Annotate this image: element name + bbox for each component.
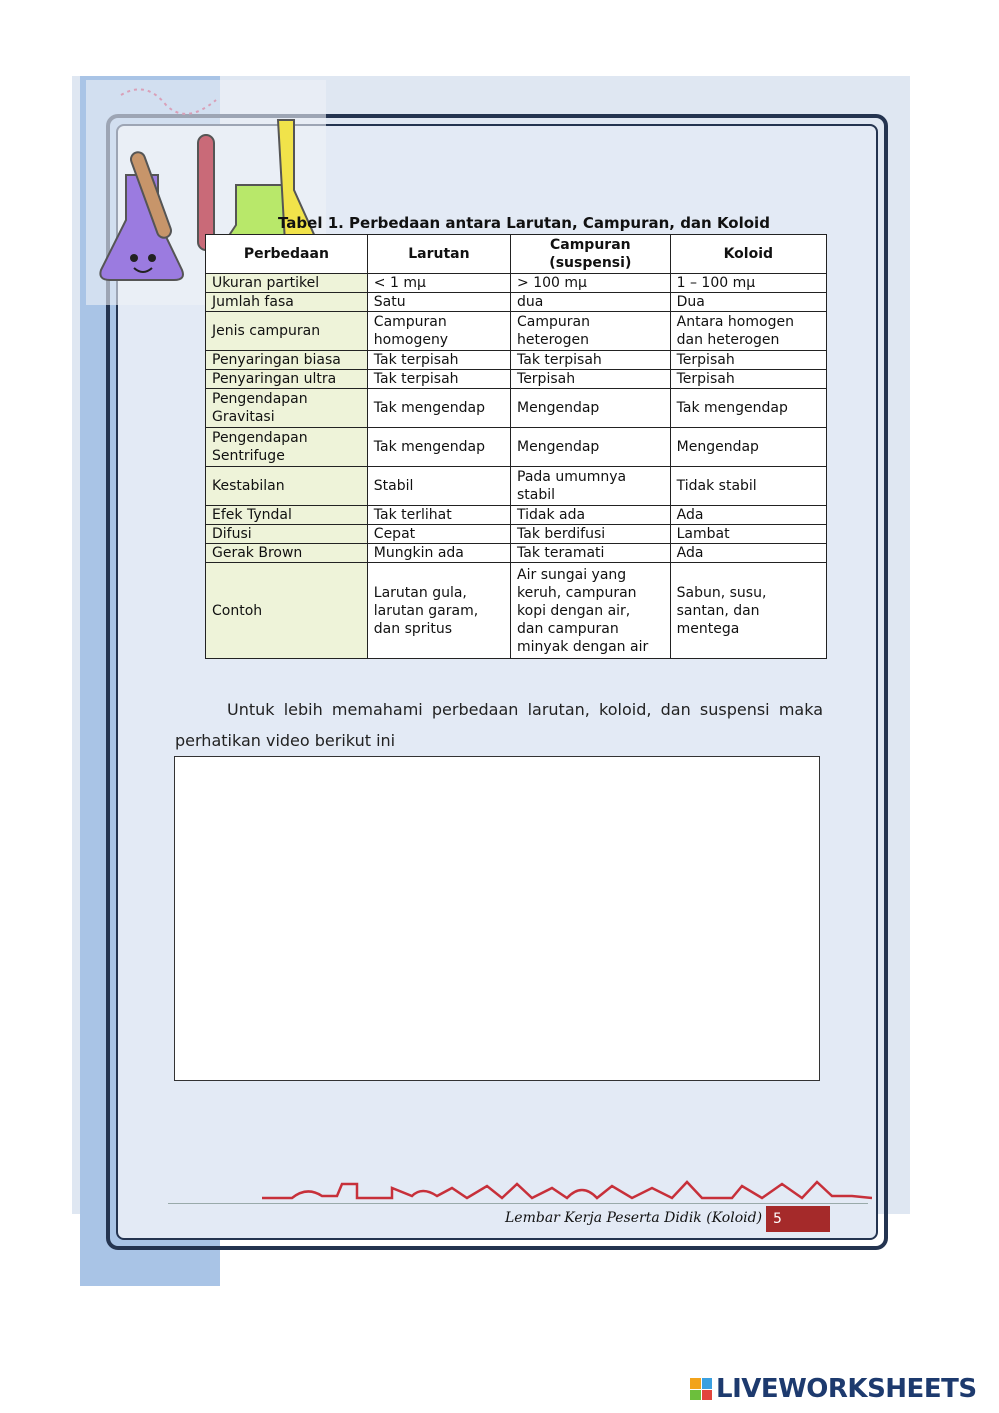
- table-cell: Tak terpisah: [511, 351, 671, 370]
- table-cell: Pada umumnya stabil: [511, 467, 671, 506]
- table-cell: Tak teramati: [511, 544, 671, 563]
- table-cell: Tak berdifusi: [511, 525, 671, 544]
- table-cell: Tak mengendap: [367, 428, 510, 467]
- instruction-paragraph: [175, 694, 823, 756]
- video-embed-area[interactable]: [174, 756, 820, 1081]
- table-row: [206, 525, 827, 544]
- row-label-cell: Penyaringan ultra: [206, 370, 368, 389]
- table-cell: Campuran homogeny: [367, 312, 510, 351]
- table-header-row: [206, 235, 827, 274]
- table-cell: Terpisah: [670, 351, 826, 370]
- brand-name: LIVEWORKSHEETS: [716, 1374, 977, 1404]
- table-cell: Antara homogen dan heterogen: [670, 312, 826, 351]
- page-number-badge: 5: [766, 1206, 830, 1232]
- row-label-cell: Gerak Brown: [206, 544, 368, 563]
- row-label-cell: Contoh: [206, 563, 368, 659]
- table-cell: Terpisah: [511, 370, 671, 389]
- table-cell: dua: [511, 293, 671, 312]
- table-cell: Stabil: [367, 467, 510, 506]
- table-cell: Cepat: [367, 525, 510, 544]
- row-label-cell: Pengendapan Gravitasi: [206, 389, 368, 428]
- table-row: [206, 506, 827, 525]
- row-label-cell: Penyaringan biasa: [206, 351, 368, 370]
- table-row: [206, 274, 827, 293]
- table-row: [206, 351, 827, 370]
- table-cell: Terpisah: [670, 370, 826, 389]
- table-cell: Tidak ada: [511, 506, 671, 525]
- header-cell: Campuran (suspensi): [511, 235, 671, 274]
- table-cell: Lambat: [670, 525, 826, 544]
- table-cell: Larutan gula, larutan garam, dan spritus: [367, 563, 510, 659]
- footer-label: Lembar Kerja Peserta Didik (Koloid): [505, 1210, 763, 1226]
- table-title: Tabel 1. Perbedaan antara Larutan, Campuran, dan Koloid: [278, 214, 770, 232]
- table-cell: < 1 mµ: [367, 274, 510, 293]
- row-label-cell: Jumlah fasa: [206, 293, 368, 312]
- liveworksheets-brand[interactable]: [690, 1374, 977, 1404]
- header-cell: Larutan: [367, 235, 510, 274]
- paragraph-line-2: perhatikan video berikut ini: [175, 731, 396, 750]
- row-label-cell: Pengendapan Sentrifuge: [206, 428, 368, 467]
- table-cell: Mungkin ada: [367, 544, 510, 563]
- table-row: [206, 544, 827, 563]
- table-cell: Mengendap: [511, 389, 671, 428]
- table-row: [206, 312, 827, 351]
- table-row: [206, 389, 827, 428]
- table-cell: Sabun, susu, santan, dan mentega: [670, 563, 826, 659]
- table-cell: Dua: [670, 293, 826, 312]
- table-cell: > 100 mµ: [511, 274, 671, 293]
- header-cell: Perbedaan: [206, 235, 368, 274]
- table-row: [206, 293, 827, 312]
- table-cell: Tak terpisah: [367, 370, 510, 389]
- table-row: [206, 370, 827, 389]
- row-label-cell: Ukuran partikel: [206, 274, 368, 293]
- table-cell: Satu: [367, 293, 510, 312]
- table-cell: Ada: [670, 506, 826, 525]
- table-cell: Tak mengendap: [670, 389, 826, 428]
- table-row: [206, 563, 827, 659]
- row-label-cell: Difusi: [206, 525, 368, 544]
- footer-divider: [168, 1203, 868, 1204]
- table-cell: Tak terpisah: [367, 351, 510, 370]
- table-cell: Tak terlihat: [367, 506, 510, 525]
- table-cell: Mengendap: [670, 428, 826, 467]
- table-cell: Tidak stabil: [670, 467, 826, 506]
- comparison-table: [205, 234, 827, 659]
- row-label-cell: Jenis campuran: [206, 312, 368, 351]
- table-cell: 1 – 100 mµ: [670, 274, 826, 293]
- table-cell: Campuran heterogen: [511, 312, 671, 351]
- table-cell: Air sungai yang keruh, campuran kopi dengan air, dan campuran minyak dengan air: [511, 563, 671, 659]
- table-cell: Tak mengendap: [367, 389, 510, 428]
- row-label-cell: Efek Tyndal: [206, 506, 368, 525]
- table-row: [206, 428, 827, 467]
- skyline-decoration: [262, 1176, 872, 1206]
- row-label-cell: Kestabilan: [206, 467, 368, 506]
- table-row: [206, 467, 827, 506]
- table-cell: Mengendap: [511, 428, 671, 467]
- paragraph-line-1: Untuk lebih memahami perbedaan larutan, koloid, dan suspensi maka: [227, 700, 823, 719]
- table-cell: Ada: [670, 544, 826, 563]
- brand-logo-icon: [690, 1378, 712, 1400]
- header-cell: Koloid: [670, 235, 826, 274]
